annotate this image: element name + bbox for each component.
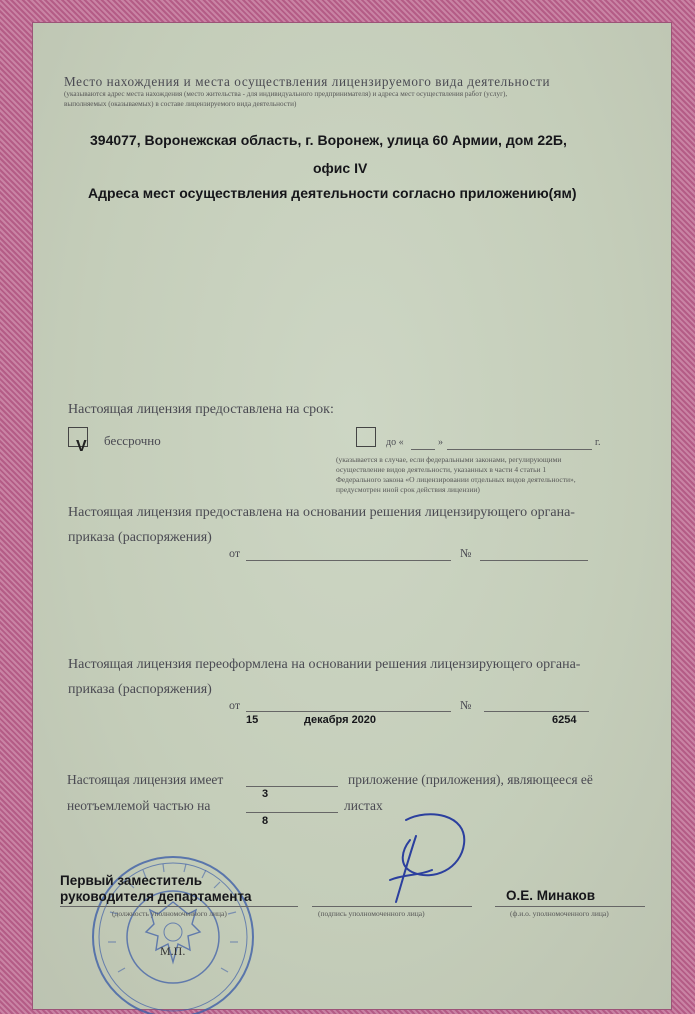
basis-line-1: Настоящая лицензия предоставлена на основании решения лицензирующего органа- — [68, 505, 575, 520]
basis-num: № — [460, 546, 472, 560]
term-note-1: (указывается в случае, если федеральными законами, регулирующими — [336, 455, 562, 464]
signer-role-2: руководителя департамента — [60, 889, 252, 904]
name-caption: (ф.и.о. уполномоченного лица) — [510, 909, 609, 918]
address-line-3: Адреса мест осуществления деятельности согласно приложению(ям) — [88, 185, 577, 201]
role-line — [60, 906, 298, 907]
until-prefix: до « — [386, 437, 404, 448]
stamp-mark: М.П. — [160, 944, 186, 958]
role-caption: (должность уполномоченного лица) — [112, 909, 227, 918]
until-day-line — [411, 449, 435, 450]
basis-from: от — [229, 546, 241, 560]
unlimited-label: бессрочно — [104, 433, 161, 448]
name-line — [495, 906, 645, 907]
term-note-3: Федерального закона «О лицензировании отдельных видов деятельности», — [336, 475, 576, 484]
reissue-month-year: декабря 2020 — [304, 714, 377, 726]
reissue-day: 15 — [246, 714, 259, 726]
until-suffix: г. — [595, 437, 601, 448]
basis-number-line — [480, 560, 588, 561]
until-mid: » — [438, 437, 443, 448]
address-line-2: офис IV — [313, 160, 368, 176]
header-note-2: выполняемых (оказываемых) в составе лицензируемого вида деятельности) — [64, 100, 297, 108]
appendix-line-2b: листах — [344, 798, 383, 813]
signer-name: О.Е. Минаков — [506, 888, 596, 903]
sign-caption: (подпись уполномоченного лица) — [318, 909, 425, 918]
until-checkbox — [356, 427, 376, 447]
reissue-from: от — [229, 698, 241, 712]
handwritten-signature — [378, 810, 488, 905]
appendix-line-2a: неотъемлемой частью на — [67, 798, 211, 813]
basis-line-2: приказа (распоряжения) — [68, 530, 212, 545]
appendix-sheets-line — [246, 812, 338, 813]
appendix-sheets: 8 — [262, 815, 269, 827]
address-line-1: 394077, Воронежская область, г. Воронеж, улица 60 Армии, дом 22Б, — [90, 132, 567, 148]
header-title: Место нахождения и места осуществления лицензируемого вида деятельности — [64, 74, 551, 89]
appendix-line-1a: Настоящая лицензия имеет — [67, 772, 224, 787]
reissue-date-line — [246, 711, 451, 712]
sign-line — [312, 906, 472, 907]
term-note-2: осуществление видов деятельности, указанных в части 4 статьи 1 — [336, 465, 547, 474]
basis-date-line — [246, 560, 451, 561]
reissue-num: № — [460, 698, 472, 712]
reissue-number-line — [484, 711, 589, 712]
reissue-line-1: Настоящая лицензия переоформлена на основании решения лицензирующего органа- — [68, 657, 581, 672]
check-mark: V — [76, 438, 87, 455]
appendix-count: 3 — [262, 788, 269, 800]
appendix-line-1b: приложение (приложения), являющееся её — [348, 772, 593, 787]
until-date-line — [447, 449, 592, 450]
header-note-1: (указываются адрес места нахождения (место жительства - для индивидуального предпринимателя) и адреса мест осуществления работ (услуг), — [64, 90, 508, 98]
reissue-line-2: приказа (распоряжения) — [68, 682, 212, 697]
appendix-count-line — [246, 786, 338, 787]
term-note-4: предусмотрен иной срок действия лицензии) — [336, 485, 480, 494]
signer-role-1: Первый заместитель — [60, 873, 203, 888]
reissue-number: 6254 — [552, 714, 577, 726]
term-label: Настоящая лицензия предоставлена на срок: — [68, 402, 334, 417]
